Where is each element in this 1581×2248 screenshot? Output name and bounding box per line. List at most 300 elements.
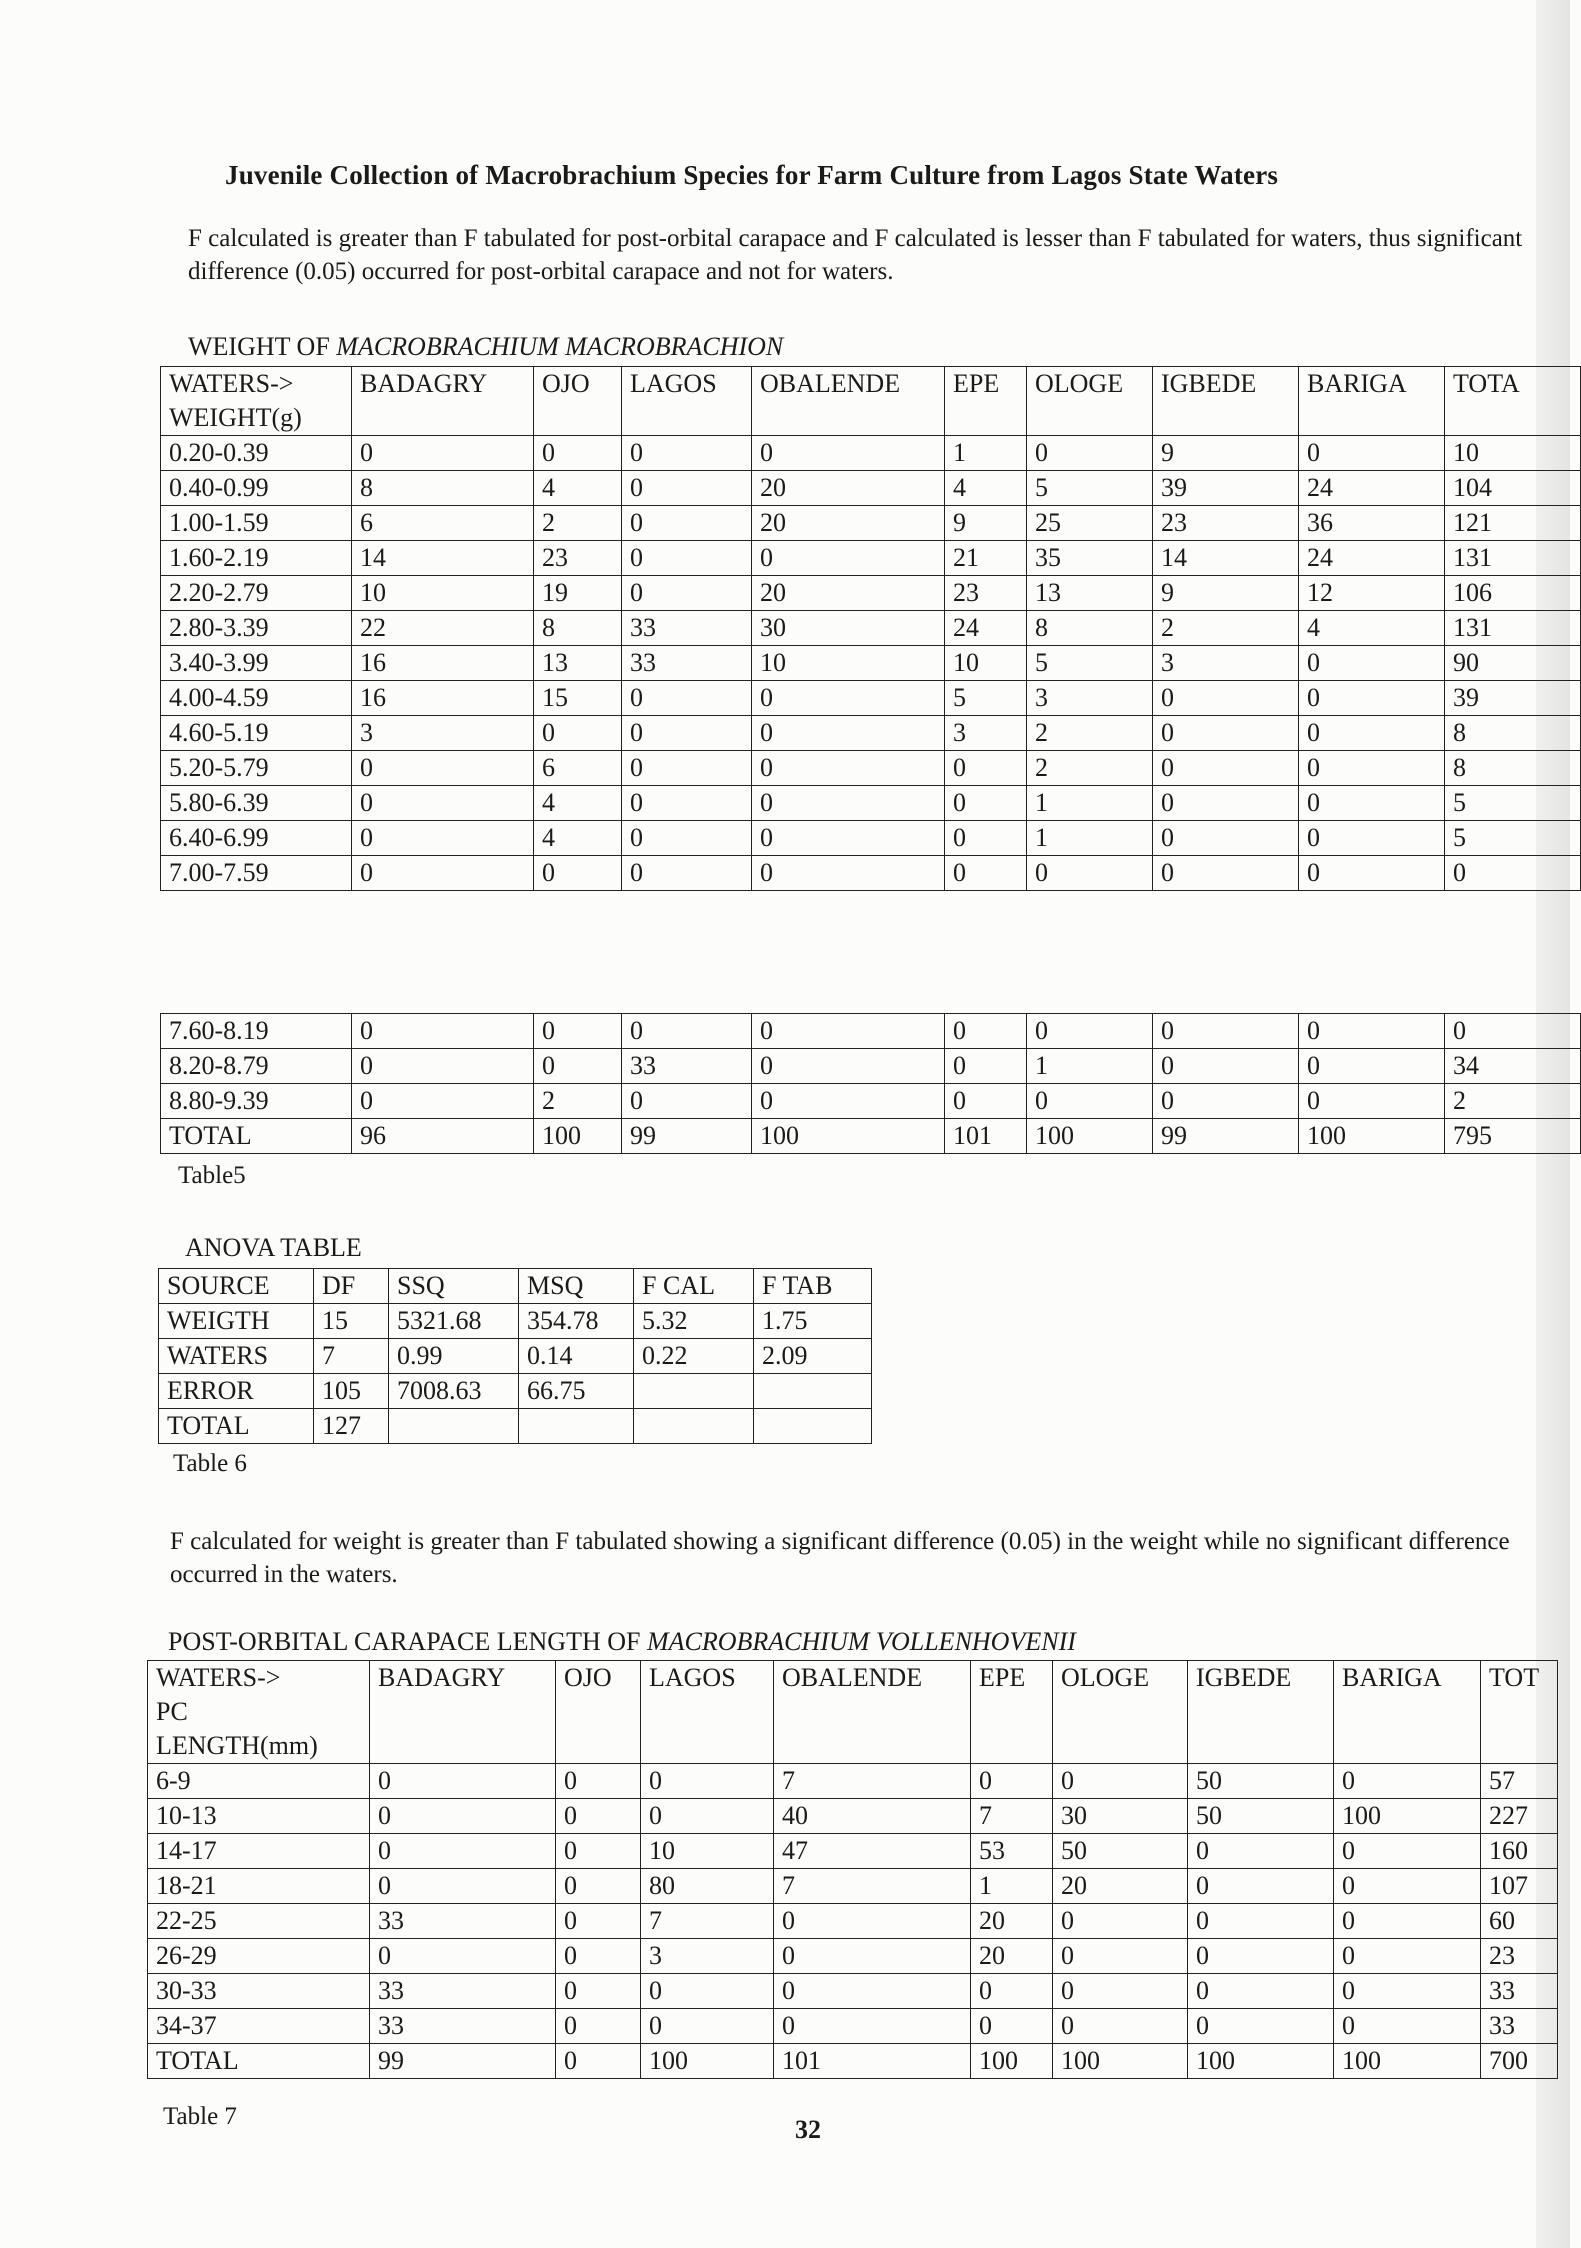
- table5-cell: 24: [1299, 471, 1445, 506]
- table5-cell: 0: [752, 436, 945, 471]
- table7-cell: 0: [1188, 2009, 1334, 2044]
- table5-cell: 0: [1299, 1084, 1445, 1119]
- table5-cell: 39: [1445, 681, 1581, 716]
- intro-paragraph: F calculated is greater than F tabulated for post-orbital carapace and F calculated is lesser than F tabulated for waters, thus significant difference (0.05) occurred for post-orbital carapace and not for waters.: [188, 225, 1523, 285]
- table7-cell: 0: [641, 1764, 774, 1799]
- table7-header-cell: BADAGRY: [370, 1661, 556, 1764]
- table5-cell: 8.80-9.39: [161, 1084, 352, 1119]
- table7-cell: 0: [1334, 2009, 1481, 2044]
- table5-cell: 10: [352, 576, 534, 611]
- table5-cell: 25: [1027, 506, 1153, 541]
- table5-cell: 35: [1027, 541, 1153, 576]
- table5-cell: 23: [945, 576, 1027, 611]
- table7-cell: 30-33: [148, 1974, 370, 2009]
- table5-cell: 0: [1153, 856, 1299, 891]
- table7-cell: 14-17: [148, 1834, 370, 1869]
- table5-cell: 21: [945, 541, 1027, 576]
- table7-cell: 20: [971, 1904, 1053, 1939]
- table5-cell: 3: [1153, 646, 1299, 681]
- table7-cell: 100: [1334, 1799, 1481, 1834]
- table7-cell: 0: [1334, 1869, 1481, 1904]
- table5-row: [161, 1049, 1581, 1084]
- table5-cell: 2: [534, 506, 622, 541]
- table5-part2-clip: [160, 1013, 1545, 1175]
- table7-cell: 80: [641, 1869, 774, 1904]
- table5-cell: 9: [1153, 576, 1299, 611]
- table5-row: [161, 1119, 1581, 1154]
- table5-cell: 5: [945, 681, 1027, 716]
- table5-cell: 0: [1299, 856, 1445, 891]
- table5-cell: 30: [752, 611, 945, 646]
- table5-cell: 0: [945, 1049, 1027, 1084]
- anova-row: [159, 1304, 872, 1339]
- table5-cell: 0: [945, 1014, 1027, 1049]
- table5-cell: 0: [1445, 856, 1581, 891]
- table7-cell: 0: [1334, 1974, 1481, 2009]
- table5-cell: 0: [752, 1049, 945, 1084]
- table5-row: [161, 506, 1581, 541]
- table5-row: [161, 611, 1581, 646]
- table5-cell: 0: [1153, 1014, 1299, 1049]
- table7-header-cell: TOT: [1481, 1661, 1558, 1764]
- anova-body: [159, 1304, 872, 1444]
- table5-row: [161, 1014, 1581, 1049]
- table5-cell: 1.00-1.59: [161, 506, 352, 541]
- table5-cell: 0: [622, 786, 752, 821]
- anova-cell: 66.75: [519, 1374, 634, 1409]
- table7-cell: 47: [774, 1834, 971, 1869]
- table5-row: [161, 646, 1581, 681]
- table5-cell: 0: [1153, 751, 1299, 786]
- table5-cell: 20: [752, 506, 945, 541]
- table5-cell: 99: [1153, 1119, 1299, 1154]
- table5-cell: 0: [622, 436, 752, 471]
- table5-cell: 8: [534, 611, 622, 646]
- table5-cell: 0: [1153, 681, 1299, 716]
- table5-cell: 4.60-5.19: [161, 716, 352, 751]
- table5-cell: 20: [752, 471, 945, 506]
- table7-cell: 99: [370, 2044, 556, 2079]
- anova-row: [159, 1339, 872, 1374]
- table7-cell: 700: [1481, 2044, 1558, 2079]
- table7-cell: 0: [1334, 1904, 1481, 1939]
- table7-cell: 7: [971, 1799, 1053, 1834]
- table7-cell: 0: [1334, 1939, 1481, 1974]
- table7-header-cell: BARIGA: [1334, 1661, 1481, 1764]
- table7-cell: 0: [1053, 2009, 1188, 2044]
- table5-cell: 7.60-8.19: [161, 1014, 352, 1049]
- table5-cell: 0.40-0.99: [161, 471, 352, 506]
- table7-cell: 10: [641, 1834, 774, 1869]
- table7-cell: 100: [641, 2044, 774, 2079]
- table7-cell: 100: [1334, 2044, 1481, 2079]
- table5-cell: 6: [352, 506, 534, 541]
- table7-cell: 0: [556, 2009, 641, 2044]
- table6-label: Table 6: [173, 1450, 247, 1477]
- table5-header-cell: EPE: [945, 367, 1027, 436]
- table5-cell: 4: [945, 471, 1027, 506]
- table5-cell: 12: [1299, 576, 1445, 611]
- table5-cell: 3: [945, 716, 1027, 751]
- table5-cell: 0: [622, 1084, 752, 1119]
- table5-part2: [160, 1013, 1581, 1154]
- table5-cell: 1: [1027, 786, 1153, 821]
- table7-cell: 50: [1053, 1834, 1188, 1869]
- anova-cell: 105: [314, 1374, 389, 1409]
- table7-cell: 100: [971, 2044, 1053, 2079]
- table5-cell: 0: [1299, 646, 1445, 681]
- table5-cell: 15: [534, 681, 622, 716]
- table5-cell: 0: [534, 716, 622, 751]
- table5-cell: 0: [752, 751, 945, 786]
- table5-cell: 6: [534, 751, 622, 786]
- table5-cell: 4: [534, 821, 622, 856]
- anova-header-cell: SSQ: [389, 1269, 519, 1304]
- anova-cell: WEIGTH: [159, 1304, 314, 1339]
- table5-cell: 33: [622, 611, 752, 646]
- table5-cell: 0: [1299, 436, 1445, 471]
- table5-cell: 0: [1027, 1014, 1153, 1049]
- table5-cell: 2.20-2.79: [161, 576, 352, 611]
- table5-cell: 0: [752, 1014, 945, 1049]
- table5-cell: 8: [1027, 611, 1153, 646]
- table7-cell: 0: [971, 2009, 1053, 2044]
- table5-body: [161, 436, 1581, 891]
- table7-row: [148, 2009, 1558, 2044]
- table5-header-cell: IGBEDE: [1153, 367, 1299, 436]
- table5-row: [161, 681, 1581, 716]
- table5-row: [161, 716, 1581, 751]
- anova-header-row: [159, 1269, 872, 1304]
- table5-cell: 4: [534, 786, 622, 821]
- table7-cell: 40: [774, 1799, 971, 1834]
- table7-row: [148, 2044, 1558, 2079]
- table7-cell: 160: [1481, 1834, 1558, 1869]
- table5-cell: 3: [352, 716, 534, 751]
- table7-cell: 0: [1053, 1939, 1188, 1974]
- table7-row: [148, 1764, 1558, 1799]
- table7-header-cell: EPE: [971, 1661, 1053, 1764]
- anova-header-cell: DF: [314, 1269, 389, 1304]
- table5-cell: 1.60-2.19: [161, 541, 352, 576]
- anova-cell: 127: [314, 1409, 389, 1444]
- table7-cell: 0: [1188, 1869, 1334, 1904]
- table7-cell: 0: [1188, 1834, 1334, 1869]
- table7-cell: 34-37: [148, 2009, 370, 2044]
- table7-cell: 7: [641, 1904, 774, 1939]
- table7-cell: 0: [1334, 1764, 1481, 1799]
- table5-row: [161, 751, 1581, 786]
- table5-row: [161, 576, 1581, 611]
- table5-cell: 0: [1299, 1014, 1445, 1049]
- table7-cell: 107: [1481, 1869, 1558, 1904]
- table7-row: [148, 1939, 1558, 1974]
- table5-cell: 1: [1027, 1049, 1153, 1084]
- table7-cell: 33: [370, 1904, 556, 1939]
- table7-cell: TOTAL: [148, 2044, 370, 2079]
- table7-cell: 0: [370, 1799, 556, 1834]
- table7-cell: 60: [1481, 1904, 1558, 1939]
- table5-cell: 3.40-3.99: [161, 646, 352, 681]
- table5-cell: 4: [534, 471, 622, 506]
- table5-cell: 20: [752, 576, 945, 611]
- table5-header-cell: BARIGA: [1299, 367, 1445, 436]
- table7-caption: POST-ORBITAL CARAPACE LENGTH OF MACROBRACHIUM VOLLENHOVENII: [168, 1627, 1076, 1656]
- table5-cell: 2: [1027, 751, 1153, 786]
- table5-part1-clip: [160, 366, 1545, 912]
- anova-cell: 7008.63: [389, 1374, 519, 1409]
- table7-cell: 0: [1334, 1834, 1481, 1869]
- table5-cell: 13: [534, 646, 622, 681]
- table5-cell: 131: [1445, 541, 1581, 576]
- table5-cell: 39: [1153, 471, 1299, 506]
- anova-cell: [519, 1409, 634, 1444]
- table5-cell: 0: [945, 821, 1027, 856]
- table5-cell: 0: [622, 471, 752, 506]
- table5-cell: 0: [1153, 1084, 1299, 1119]
- table5-header-cell: BADAGRY: [352, 367, 534, 436]
- table5-cell: 36: [1299, 506, 1445, 541]
- table7-cell: 0: [641, 1974, 774, 2009]
- table7-cell: 100: [1188, 2044, 1334, 2079]
- table5-cell: 0.20-0.39: [161, 436, 352, 471]
- table7-cell: 0: [971, 1764, 1053, 1799]
- anova-row: [159, 1374, 872, 1409]
- anova-cell: 0.14: [519, 1339, 634, 1374]
- table7-cell: 50: [1188, 1799, 1334, 1834]
- table5-cell: 13: [1027, 576, 1153, 611]
- anova-cell: 1.75: [754, 1304, 872, 1339]
- table5-cell: 34: [1445, 1049, 1581, 1084]
- table5-cell: 0: [622, 681, 752, 716]
- table5-header-row: [161, 367, 1581, 436]
- table5-cell: 0: [1445, 1014, 1581, 1049]
- table5-cell: 14: [352, 541, 534, 576]
- table7-cell: 0: [556, 1799, 641, 1834]
- table5-cell: 0: [534, 1049, 622, 1084]
- page-heading: Juvenile Collection of Macrobrachium Species for Farm Culture from Lagos State Waters: [225, 160, 1279, 190]
- table5-header-cell: OJO: [534, 367, 622, 436]
- table5-cell: 0: [945, 786, 1027, 821]
- table5-cell: 19: [534, 576, 622, 611]
- table5-cell: 121: [1445, 506, 1581, 541]
- anova-cell: [754, 1374, 872, 1409]
- table5-cell: 0: [352, 821, 534, 856]
- anova-cell: 5.32: [634, 1304, 754, 1339]
- table7-cell: 20: [1053, 1869, 1188, 1904]
- table7-cell: 0: [1188, 1939, 1334, 1974]
- table5-cell: 5.80-6.39: [161, 786, 352, 821]
- table7-cell: 0: [556, 1764, 641, 1799]
- table7-header-cell: LAGOS: [641, 1661, 774, 1764]
- table7-cell: 26-29: [148, 1939, 370, 1974]
- table5-part1: [160, 366, 1581, 891]
- table7-header-row: [148, 1661, 1558, 1764]
- table5-cell: 10: [752, 646, 945, 681]
- table5-cell: 8.20-8.79: [161, 1049, 352, 1084]
- table5-cell: 2: [534, 1084, 622, 1119]
- table5-header-cell: OBALENDE: [752, 367, 945, 436]
- table5-cell: 5: [1445, 821, 1581, 856]
- table5-cell: 106: [1445, 576, 1581, 611]
- table7-cell: 33: [370, 1974, 556, 2009]
- table5-cell: 33: [622, 1049, 752, 1084]
- table5-row: [161, 471, 1581, 506]
- table7-row: [148, 1904, 1558, 1939]
- table5-row: [161, 821, 1581, 856]
- table7-cell: 0: [641, 2009, 774, 2044]
- table5-cell: 795: [1445, 1119, 1581, 1154]
- anova-cell: 0.99: [389, 1339, 519, 1374]
- table5-part2-body: [161, 1014, 1581, 1154]
- table5-cell: 0: [1027, 856, 1153, 891]
- anova-cell: [634, 1409, 754, 1444]
- anova-cell: [754, 1409, 872, 1444]
- table5-cell: 1: [945, 436, 1027, 471]
- table7-header-cell: OBALENDE: [774, 1661, 971, 1764]
- table7-header-cell: WATERS-> PC LENGTH(mm): [148, 1661, 370, 1764]
- table7-cell: 7: [774, 1869, 971, 1904]
- table5-cell: 5: [1027, 646, 1153, 681]
- table7-cell: 30: [1053, 1799, 1188, 1834]
- table7-cell: 10-13: [148, 1799, 370, 1834]
- table5-cell: 0: [1027, 436, 1153, 471]
- table7-cell: 57: [1481, 1764, 1558, 1799]
- table5-cell: 104: [1445, 471, 1581, 506]
- table7-row: [148, 1799, 1558, 1834]
- table5-cell: 0: [622, 751, 752, 786]
- table7-cell: 18-21: [148, 1869, 370, 1904]
- table6-caption: ANOVA TABLE: [185, 1233, 362, 1262]
- table5-cell: 100: [534, 1119, 622, 1154]
- table5-cell: 1: [1027, 821, 1153, 856]
- table7-cell: 1: [971, 1869, 1053, 1904]
- anova-cell: 7: [314, 1339, 389, 1374]
- anova-cell: ERROR: [159, 1374, 314, 1409]
- table5-cell: 5: [1445, 786, 1581, 821]
- table5-cell: 0: [945, 1084, 1027, 1119]
- anova-cell: 0.22: [634, 1339, 754, 1374]
- anova-cell: 2.09: [754, 1339, 872, 1374]
- table7-cell: 0: [1053, 1764, 1188, 1799]
- table5-cell: 10: [1445, 436, 1581, 471]
- table7-cell: 0: [556, 1939, 641, 1974]
- table5-cell: 90: [1445, 646, 1581, 681]
- table5-cell: 0: [622, 716, 752, 751]
- table7-row: [148, 1834, 1558, 1869]
- table7-cell: 0: [370, 1869, 556, 1904]
- table5-cell: 0: [622, 576, 752, 611]
- table5-cell: 0: [534, 436, 622, 471]
- table5-cell: 0: [945, 856, 1027, 891]
- table5-cell: 5: [1027, 471, 1153, 506]
- table5-cell: TOTAL: [161, 1119, 352, 1154]
- table5-cell: 6.40-6.99: [161, 821, 352, 856]
- table7-row: [148, 1869, 1558, 1904]
- table7-cell: 0: [1053, 1904, 1188, 1939]
- table5-cell: 33: [622, 646, 752, 681]
- table5-cell: 0: [352, 436, 534, 471]
- table7-cell: 0: [1188, 1904, 1334, 1939]
- table7-body: [148, 1764, 1558, 2079]
- table7-cell: 227: [1481, 1799, 1558, 1834]
- table7-cell: 0: [971, 1974, 1053, 2009]
- table5-cell: 0: [622, 506, 752, 541]
- table7-cell: 7: [774, 1764, 971, 1799]
- anova-cell: 354.78: [519, 1304, 634, 1339]
- table5-label: Table5: [178, 1162, 246, 1189]
- table7-cell: 33: [370, 2009, 556, 2044]
- table5-cell: 0: [1299, 1049, 1445, 1084]
- table7-cell: 0: [641, 1799, 774, 1834]
- table7-cell: 53: [971, 1834, 1053, 1869]
- table5-row: [161, 856, 1581, 891]
- anova-header-cell: SOURCE: [159, 1269, 314, 1304]
- table5-cell: 0: [1153, 786, 1299, 821]
- table5-cell: 16: [352, 681, 534, 716]
- table7-cell: 0: [556, 1904, 641, 1939]
- table5-cell: 0: [752, 541, 945, 576]
- table7-cell: 3: [641, 1939, 774, 1974]
- table5-cell: 0: [752, 786, 945, 821]
- table7-cell: 0: [370, 1939, 556, 1974]
- table5-cell: 16: [352, 646, 534, 681]
- table5-cell: 24: [1299, 541, 1445, 576]
- table7-clip: [147, 1660, 1540, 2110]
- table5-cell: 7.00-7.59: [161, 856, 352, 891]
- table5-cell: 101: [945, 1119, 1027, 1154]
- table7-cell: 0: [1188, 1974, 1334, 2009]
- anova-header-cell: F TAB: [754, 1269, 872, 1304]
- anova-cell: 15: [314, 1304, 389, 1339]
- table5-row: [161, 436, 1581, 471]
- table5-cell: 2.80-3.39: [161, 611, 352, 646]
- table5-cell: 2: [1027, 716, 1153, 751]
- table5-cell: 4: [1299, 611, 1445, 646]
- table7-cell: 6-9: [148, 1764, 370, 1799]
- table5-cell: 2: [1153, 611, 1299, 646]
- table7-cell: 33: [1481, 1974, 1558, 2009]
- table7-cell: 50: [1188, 1764, 1334, 1799]
- table7-row: [148, 1974, 1558, 2009]
- table7-cell: 23: [1481, 1939, 1558, 1974]
- table5-cell: 8: [1445, 716, 1581, 751]
- table5-cell: 0: [752, 716, 945, 751]
- table7-cell: 101: [774, 2044, 971, 2079]
- table7-cell: 33: [1481, 2009, 1558, 2044]
- table5-cell: 0: [1299, 751, 1445, 786]
- table7-header-cell: OLOGE: [1053, 1661, 1188, 1764]
- table7-cell: 22-25: [148, 1904, 370, 1939]
- table5-cell: 0: [352, 751, 534, 786]
- table5-cell: 2: [1445, 1084, 1581, 1119]
- page-number: 32: [795, 2115, 821, 2144]
- table7-cell: 0: [556, 2044, 641, 2079]
- table5-cell: 23: [1153, 506, 1299, 541]
- table5-cell: 99: [622, 1119, 752, 1154]
- table7-cell: 0: [556, 1834, 641, 1869]
- table5-header-cell: LAGOS: [622, 367, 752, 436]
- table5-cell: 0: [352, 1014, 534, 1049]
- table7-label: Table 7: [163, 2103, 237, 2130]
- table5-cell: 0: [352, 786, 534, 821]
- table7-cell: 0: [370, 1764, 556, 1799]
- table5-cell: 0: [752, 821, 945, 856]
- table7-cell: 0: [370, 1834, 556, 1869]
- table7-header-cell: IGBEDE: [1188, 1661, 1334, 1764]
- table5-header-cell: OLOGE: [1027, 367, 1153, 436]
- table5-cell: 10: [945, 646, 1027, 681]
